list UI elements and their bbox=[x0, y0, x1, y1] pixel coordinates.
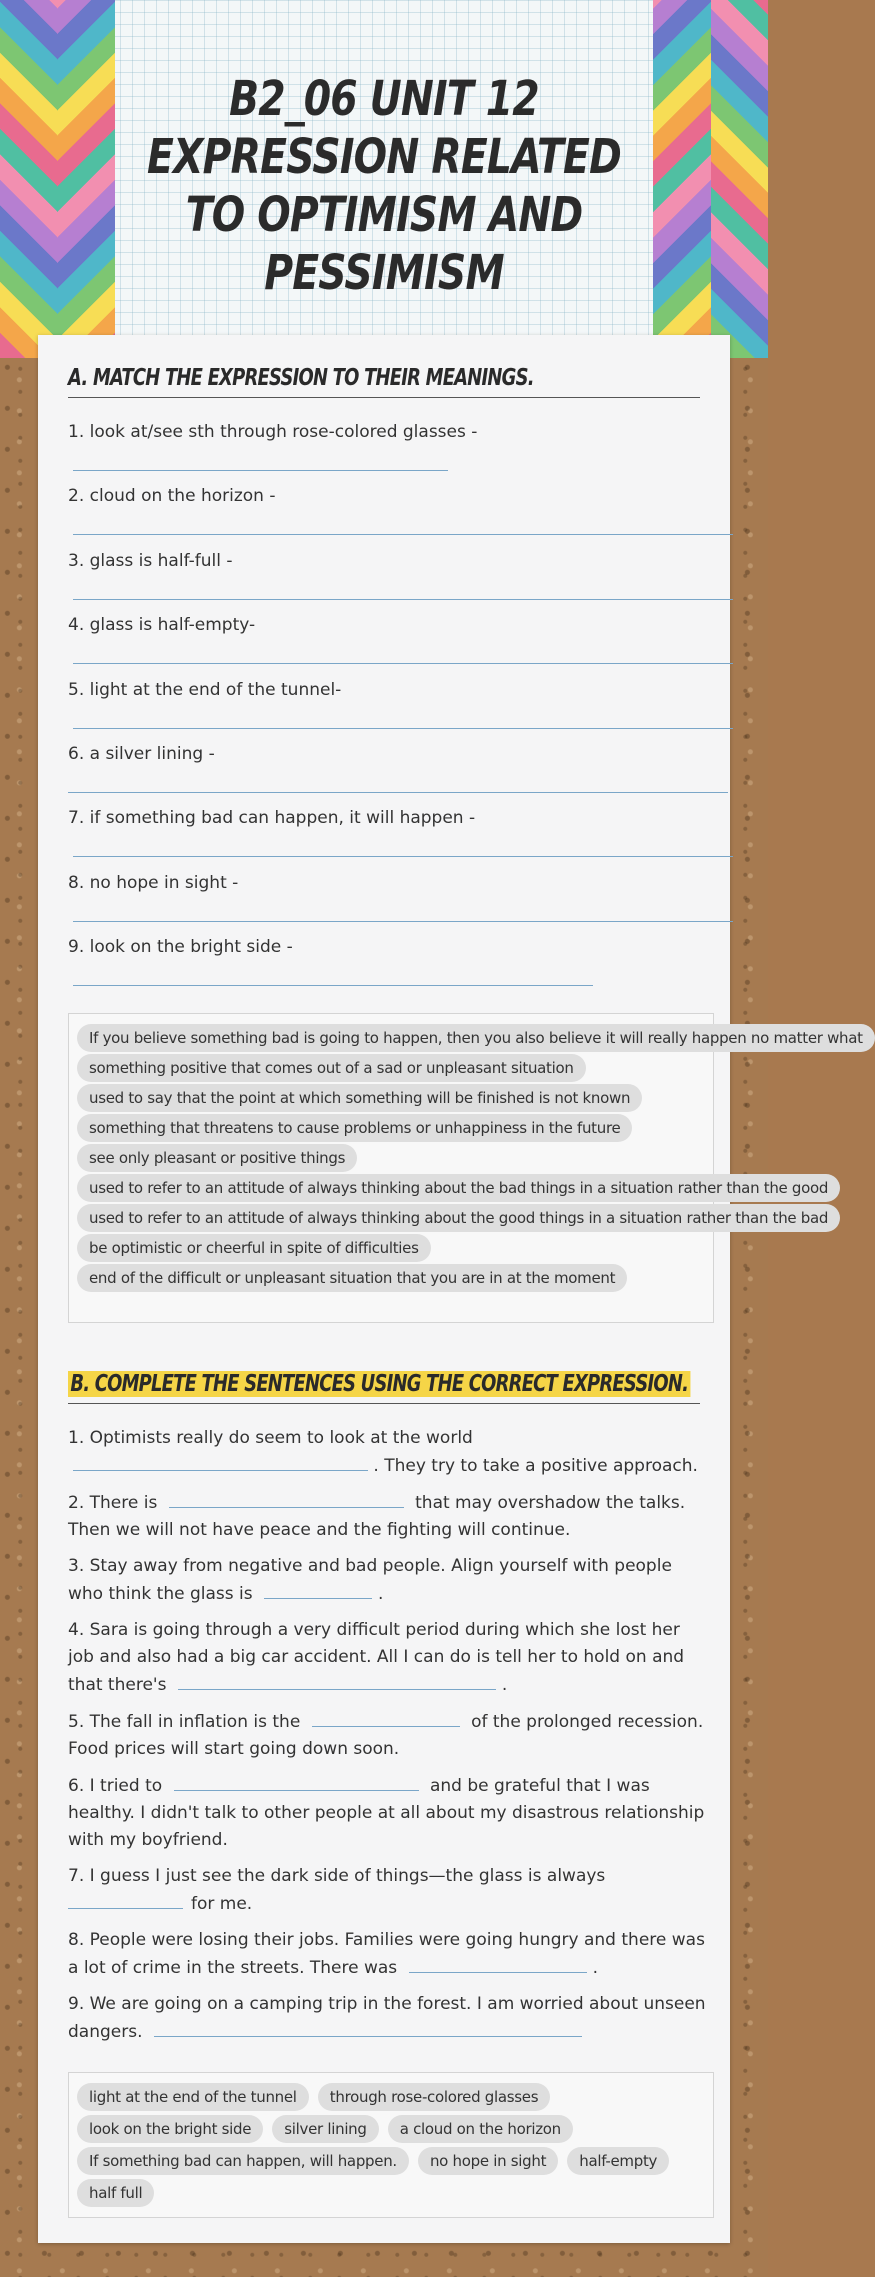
sentence-1-blank[interactable] bbox=[73, 1452, 368, 1471]
sentence-2: 2. There is that may overshadow the talks. Then we will not have peace and the fighting will continue. bbox=[68, 1489, 708, 1544]
match-item-1: 1. look at/see sth through rose-colored glasses - bbox=[68, 420, 708, 471]
expression-chip[interactable]: a cloud on the horizon bbox=[388, 2115, 573, 2143]
section-a-heading: A. MATCH THE EXPRESSION TO THEIR MEANINGS. bbox=[68, 365, 700, 398]
sentence-2-blank[interactable] bbox=[169, 1489, 404, 1508]
sentence-1: 1. Optimists really do seem to look at the world . They try to take a positive approach. bbox=[68, 1428, 698, 1476]
answer-field-8[interactable] bbox=[73, 921, 733, 922]
section-b-heading: B. COMPLETE THE SENTENCES USING THE CORRECT EXPRESSION. bbox=[68, 1371, 700, 1404]
answer-field-3[interactable] bbox=[73, 599, 733, 600]
sentence-8: 8. People were losing their jobs. Families were going hungry and there was a lot of crime in the streets. There was . bbox=[68, 1930, 705, 1978]
expression-chip[interactable]: no hope in sight bbox=[418, 2147, 558, 2175]
expression-chip[interactable]: half full bbox=[77, 2179, 154, 2207]
meaning-chip[interactable]: see only pleasant or positive things bbox=[77, 1144, 357, 1172]
meaning-chip[interactable]: used to say that the point at which something will be finished is not known bbox=[77, 1084, 642, 1112]
header-banner bbox=[0, 0, 768, 358]
meaning-chip[interactable]: something that threatens to cause problems or unhappiness in the future bbox=[77, 1114, 632, 1142]
meaning-bank bbox=[68, 1013, 863, 1323]
expression-bank bbox=[68, 2072, 714, 2218]
sentence-4: 4. Sara is going through a very difficult period during which she lost her job and also had a big car accident. All I can do is tell her to hold on and that there's . bbox=[68, 1620, 685, 1695]
sentence-3: 3. Stay away from negative and bad people. Align yourself with people who think the glass is . bbox=[68, 1556, 672, 1604]
meaning-chip[interactable]: used to refer to an attitude of always thinking about the good things in a situation rather than the bad bbox=[77, 1204, 840, 1232]
sentence-8-blank[interactable] bbox=[409, 1954, 587, 1973]
answer-field-6[interactable] bbox=[68, 792, 728, 793]
worksheet-card bbox=[38, 335, 863, 2243]
meaning-chip[interactable]: If you believe something bad is going to happen, then you also believe it will really happen no matter what bbox=[77, 1024, 875, 1052]
chevron-pattern-right bbox=[653, 0, 768, 358]
answer-field-1[interactable] bbox=[73, 470, 448, 471]
match-item-2: 2. cloud on the horizon - bbox=[68, 484, 708, 535]
expression-chip[interactable]: silver lining bbox=[272, 2115, 378, 2143]
sentence-7: 7. I guess I just see the dark side of things—the glass is always for me. bbox=[68, 1866, 606, 1914]
sentence-7-blank[interactable] bbox=[68, 1890, 183, 1909]
answer-field-4[interactable] bbox=[73, 663, 733, 664]
answer-field-5[interactable] bbox=[73, 728, 733, 729]
answer-field-9[interactable] bbox=[73, 985, 593, 986]
expression-chip[interactable]: through rose-colored glasses bbox=[318, 2083, 550, 2111]
match-item-6: 6. a silver lining - bbox=[68, 742, 708, 793]
sentence-9: 9. We are going on a camping trip in the forest. I am worried about unseen dangers. bbox=[68, 1994, 706, 2042]
expression-chip[interactable]: half-empty bbox=[567, 2147, 669, 2175]
expression-chip[interactable]: light at the end of the tunnel bbox=[77, 2083, 309, 2111]
sentence-4-blank[interactable] bbox=[178, 1671, 496, 1690]
match-item-5: 5. light at the end of the tunnel- bbox=[68, 678, 708, 729]
meaning-chip[interactable]: end of the difficult or unpleasant situation that you are in at the moment bbox=[77, 1264, 627, 1292]
meaning-chip[interactable]: be optimistic or cheerful in spite of difficulties bbox=[77, 1234, 431, 1262]
match-item-9: 9. look on the bright side - bbox=[68, 935, 708, 986]
answer-field-7[interactable] bbox=[73, 856, 733, 857]
match-item-4: 4. glass is half-empty- bbox=[68, 613, 708, 664]
match-item-8: 8. no hope in sight - bbox=[68, 871, 708, 922]
expression-chip[interactable]: If something bad can happen, will happen. bbox=[77, 2147, 409, 2175]
match-item-7: 7. if something bad can happen, it will happen - bbox=[68, 806, 708, 857]
sentence-6-blank[interactable] bbox=[174, 1772, 419, 1791]
match-item-3: 3. glass is half-full - bbox=[68, 549, 708, 600]
sentence-6: 6. I tried to and be grateful that I was healthy. I didn't talk to other people at all about my disastrous relationship with my boyfriend. bbox=[68, 1772, 708, 1854]
meaning-chip[interactable]: something positive that comes out of a sad or unpleasant situation bbox=[77, 1054, 586, 1082]
page-title: B2_06 UNIT 12 EXPRESSION RELATED TO OPTIMISM AND PESSIMISM bbox=[147, 71, 621, 301]
meaning-chip[interactable]: used to refer to an attitude of always thinking about the bad things in a situation rather than the good bbox=[77, 1174, 840, 1202]
sentence-5-blank[interactable] bbox=[312, 1708, 460, 1727]
expression-chip[interactable]: look on the bright side bbox=[77, 2115, 263, 2143]
sentence-3-blank[interactable] bbox=[264, 1580, 372, 1599]
sentence-9-blank[interactable] bbox=[154, 2018, 582, 2037]
answer-field-2[interactable] bbox=[73, 534, 733, 535]
chevron-pattern-left bbox=[0, 0, 115, 358]
sentence-5: 5. The fall in inflation is the of the prolonged recession. Food prices will start going down soon. bbox=[68, 1708, 708, 1763]
